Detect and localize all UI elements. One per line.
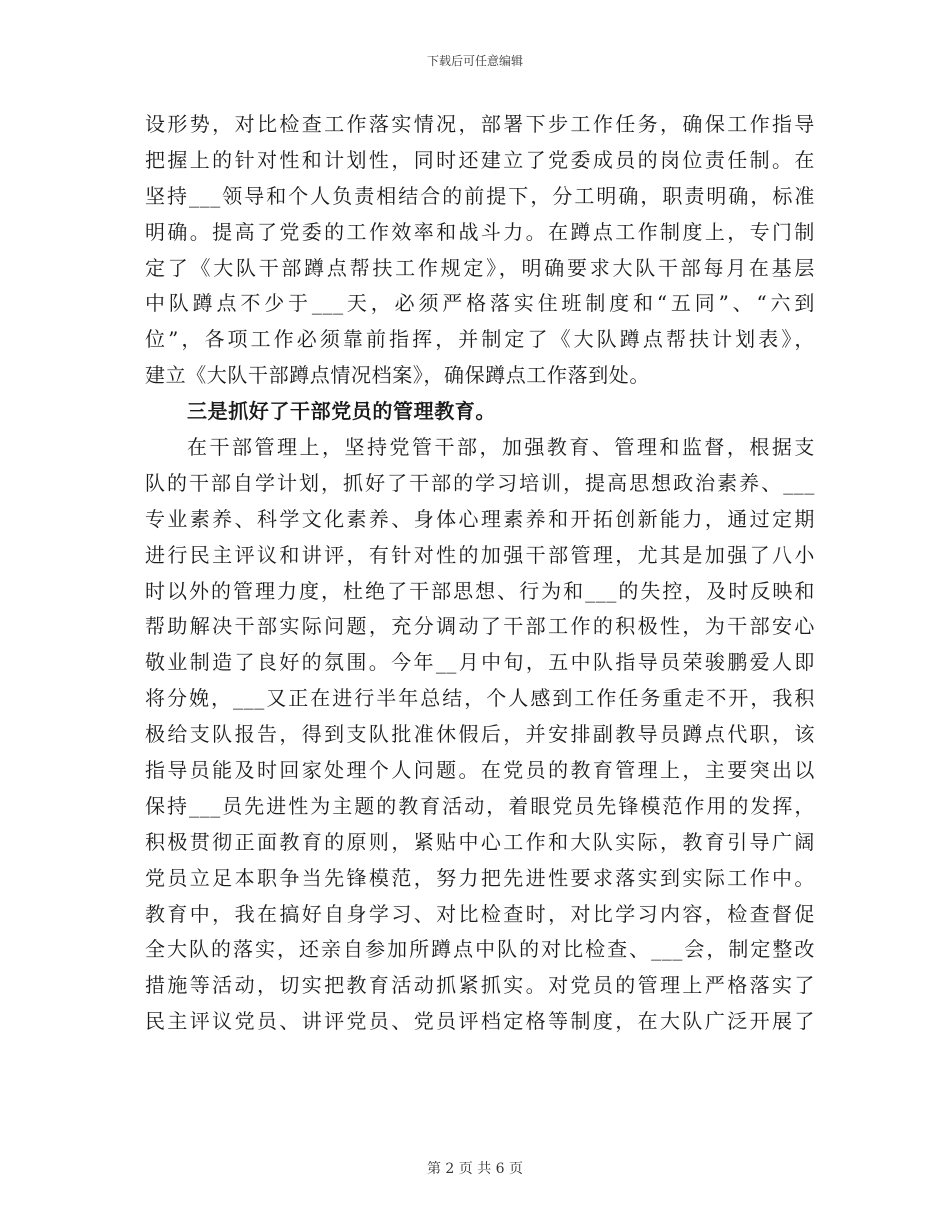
text-line: 设形势，对比检查工作落实情况，部署下步工作任务，确保工作指导 — [145, 112, 815, 136]
text-line: 建立《大队干部蹲点情况档案》，确保蹲点工作落到处。 — [145, 363, 650, 388]
text-line: 在干部管理上，坚持党管干部，加强教育、管理和监督，根据支 — [187, 435, 815, 460]
text-line: 帮助解决干部实际问题，充分调动了干部工作的积极性，为干部安心 — [145, 614, 815, 639]
text-line: 民主评议党员、讲评党员、党员评档定格等制度，在大队广泛开展了 — [145, 1009, 815, 1034]
text-line: 定了《大队干部蹲点帮扶工作规定》，明确要求大队干部每月在基层 — [145, 255, 815, 280]
page-header: 下载后可任意编辑 — [426, 54, 523, 68]
text-line: 极给支队报告，得到支队批准休假后，并安排副教导员蹲点代职，该 — [145, 722, 815, 747]
text-line: 中队蹲点不少于___天，必须严格落实住班制度和“五同”、“六到 — [145, 291, 815, 316]
text-line: 专业素养、科学文化素养、身体心理素养和开拓创新能力，通过定期 — [145, 506, 815, 531]
page-footer: 第 2 页 共 6 页 — [426, 1161, 524, 1177]
text-line: 位”，各项工作必须靠前指挥，并制定了《大队蹲点帮扶计划表》， — [145, 327, 815, 352]
text-line: 将分娩，___又正在进行半年总结，个人感到工作任务重走不开，我积 — [145, 686, 815, 711]
text-line: 全大队的落实，还亲自参加所蹲点中队的对比检查、___会，制定整改 — [145, 937, 815, 962]
text-line: 队的干部自学计划，抓好了干部的学习培训，提高思想政治素养、___ — [145, 470, 815, 495]
text-line: 时以外的管理力度，杜绝了干部思想、行为和___的失控，及时反映和 — [145, 578, 815, 603]
text-line: 指导员能及时回家处理个人问题。在党员的教育管理上，主要突出以 — [145, 758, 815, 783]
body-text — [145, 107, 815, 1040]
text-line: 敬业制造了良好的氛围。今年__月中旬，五中队指导员荣骏鹏爱人即 — [145, 650, 815, 675]
text-line: 教育中，我在搞好自身学习、对比检查时，对比学习内容，检查督促 — [145, 901, 815, 926]
text-line: 进行民主评议和讲评，有针对性的加强干部管理，尤其是加强了八小 — [145, 542, 815, 567]
text-line: 措施等活动，切实把教育活动抓紧抓实。对党员的管理上严格落实了 — [145, 973, 815, 998]
text-line: 保持___员先进性为主题的教育活动，着眼党员先锋模范作用的发挥， — [145, 793, 815, 818]
text-line: 积极贯彻正面教育的原则，紧贴中心工作和大队实际，教育引导广阔 — [145, 829, 815, 854]
section-heading: 三是抓好了干部党员的管理教育。 — [187, 399, 496, 424]
text-line: 坚持___领导和个人负责相结合的前提下，分工明确，职责明确，标准 — [145, 183, 815, 208]
text-line: 明确。提高了党委的工作效率和战斗力。在蹲点工作制度上，专门制 — [145, 219, 815, 244]
text-line: 党员立足本职争当先锋模范，努力把先进性要求落实到实际工作中。 — [145, 865, 815, 890]
text-line: 把握上的针对性和计划性，同时还建立了党委成员的岗位责任制。在 — [145, 147, 815, 172]
